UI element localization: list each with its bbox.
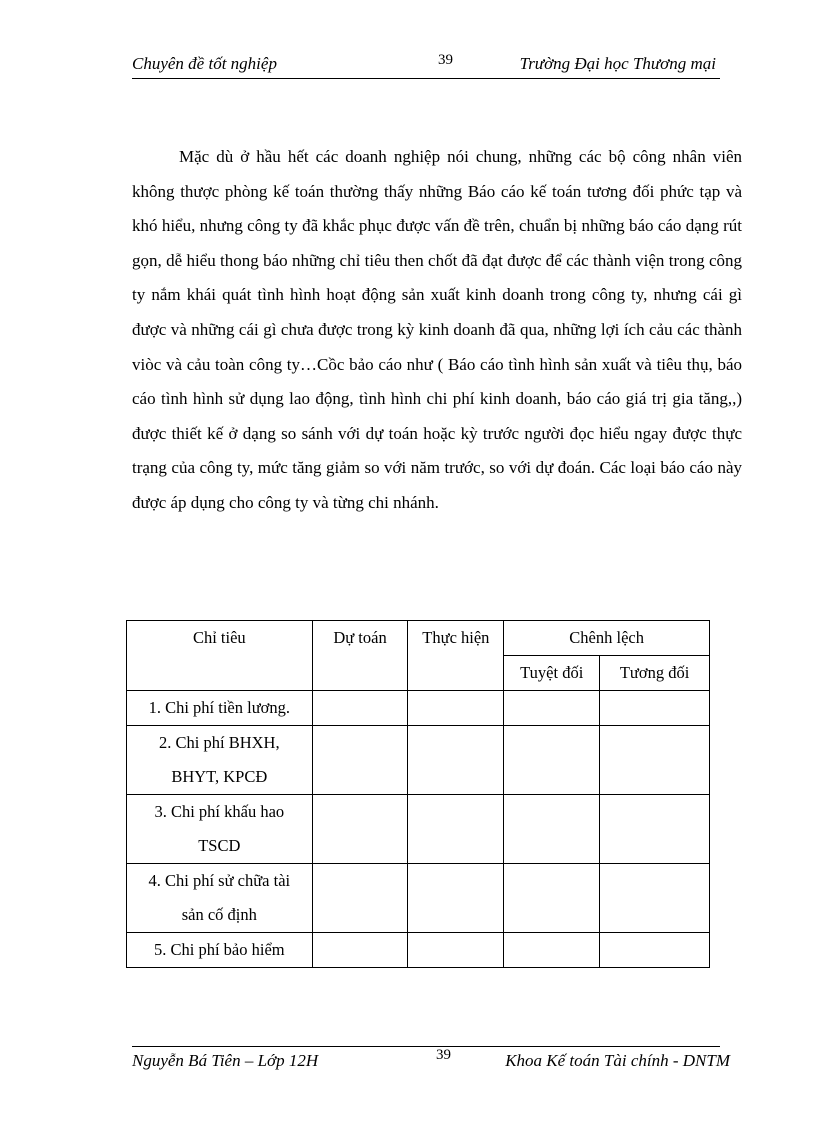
table-cell — [600, 691, 710, 726]
header-chi-tieu: Chỉ tiêu — [127, 621, 313, 691]
row-label-line: TSCD — [198, 836, 241, 855]
page-footer — [132, 1046, 730, 1075]
row-label — [127, 933, 313, 968]
table-cell — [408, 795, 504, 864]
cost-report-table — [126, 620, 710, 968]
table-cell — [504, 726, 600, 795]
table-cell — [312, 933, 408, 968]
table-cell — [312, 691, 408, 726]
page-header — [132, 52, 720, 79]
row-label-line: 2. Chi phí BHXH, — [159, 733, 280, 752]
table-row — [127, 795, 710, 864]
header-tuyet-doi: Tuyệt đối — [504, 656, 600, 691]
table-row — [127, 691, 710, 726]
table-cell — [408, 726, 504, 795]
paragraph: Mặc dù ở hầu hết các doanh nghiệp nói chung, những các bộ công nhân viên không thược phòng kế toán thường thấy những Báo cáo kế toán tương đối phức tạp và khó hiểu, nhưng công ty đã khắc phục được vấn đề trên, chuẩn bị những báo cáo dạng rút gọn, dễ hiểu thong báo những chỉ tiêu then chốt đã đạt được để các thành viện trong công ty nắm khái quát tình hình hoạt động sản xuất kinh doanh trong công ty, nhưng cái gì được và những cái gì chưa được trong kỳ kinh doanh đã qua, những lợi ích cảu các thành viòc và cảu toàn công ty…Cồc bảo cáo như ( Báo cáo tình hình sản xuất và tiêu thụ, báo cáo tình hình sử dụng lao động, tình hình chi phí kinh doanh, báo cáo giá trị gia tăng,,) được thiết kế ở dạng so sánh với dự toán hoặc kỳ trước người đọc hiểu ngay được thực trạng của công ty, mức tăng giảm so với năm trước, so với dự đoán. Các loại báo cáo này được áp dụng cho công ty và từng chi nhánh. — [132, 147, 742, 512]
table-cell — [504, 864, 600, 933]
row-label-line: 4. Chi phí sử chữa tài — [148, 871, 291, 890]
row-label — [127, 795, 313, 864]
header-tuong-doi: Tương đối — [600, 656, 710, 691]
table-cell — [504, 691, 600, 726]
row-label-line: BHYT, KPCĐ — [171, 767, 268, 786]
row-label-line: 3. Chi phí khấu hao — [154, 802, 285, 821]
header-page-number: 39 — [438, 52, 453, 68]
table-cell — [600, 795, 710, 864]
row-label — [127, 726, 313, 795]
table-cell — [312, 795, 408, 864]
footer-author: Nguyễn Bá Tiên – Lớp 12H — [132, 1051, 319, 1070]
row-label-line: sản cố định — [181, 905, 257, 924]
body-text — [132, 140, 742, 521]
header-chenh-lech: Chênh lệch — [504, 621, 710, 656]
table-cell — [408, 691, 504, 726]
header-right-title: Trường Đại học Thương mại — [519, 54, 716, 73]
row-label-line: 1. Chi phí tiền lương. — [148, 698, 291, 717]
header-du-toan: Dự toán — [312, 621, 408, 691]
table-cell — [504, 933, 600, 968]
table-cell — [408, 864, 504, 933]
table-cell — [600, 726, 710, 795]
table-cell — [312, 864, 408, 933]
footer-department: Khoa Kế toán Tài chính - DNTM — [505, 1051, 730, 1070]
table-row — [127, 726, 710, 795]
table-row — [127, 864, 710, 933]
table-cell — [600, 933, 710, 968]
row-label-line: 5. Chi phí bảo hiểm — [154, 940, 285, 959]
table-cell — [600, 864, 710, 933]
table-cell — [504, 795, 600, 864]
header-thuc-hien: Thực hiện — [408, 621, 504, 691]
row-label — [127, 691, 313, 726]
table-row — [127, 933, 710, 968]
table-header-row — [127, 621, 710, 656]
footer-page-number: 39 — [436, 1047, 451, 1063]
table-cell — [312, 726, 408, 795]
header-left-title: Chuyên đề tốt nghiệp — [132, 54, 277, 73]
row-label — [127, 864, 313, 933]
table-cell — [408, 933, 504, 968]
